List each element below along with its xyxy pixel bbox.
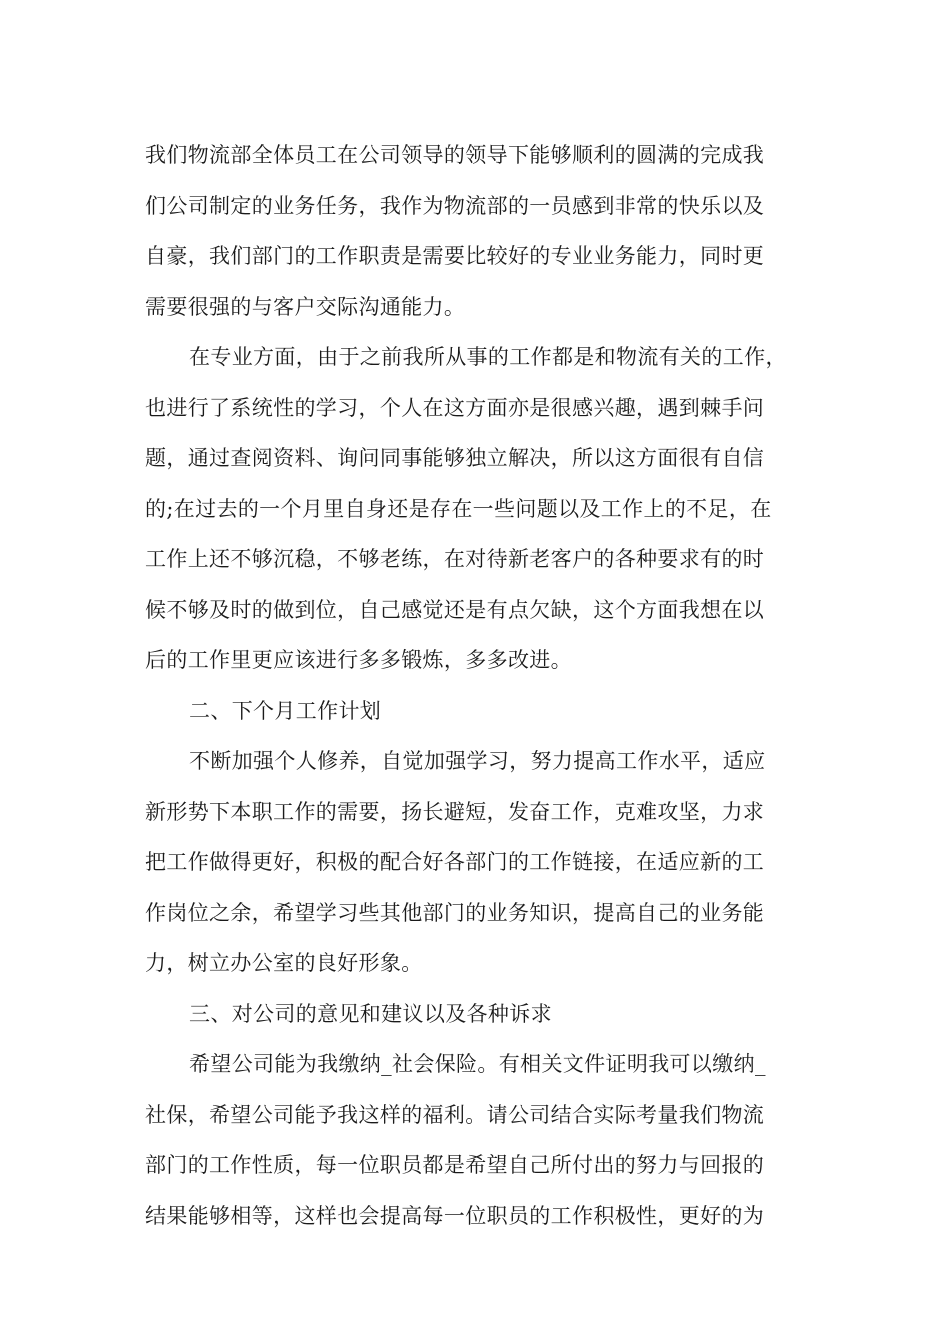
text-line: 新形势下本职工作的需要，扬长避短，发奋工作，克难攻坚，力求 xyxy=(145,799,765,824)
text-line: 题，通过查阅资料、询问同事能够独立解决，所以这方面很有自信 xyxy=(145,446,765,470)
section-heading-next-month-plan: 二、下个月工作计划 xyxy=(189,698,382,723)
text-line: 力，树立办公室的良好形象。 xyxy=(145,951,423,975)
text-line: 需要很强的与客户交际沟通能力。 xyxy=(145,294,466,319)
text-line: 候不够及时的做到位，自己感觉还是有点欠缺，这个方面我想在以 xyxy=(145,597,765,622)
paragraph-start-line: 不断加强个人修养，自觉加强学习，努力提高工作水平，适应 xyxy=(189,749,766,773)
text-line: 后的工作里更应该进行多多锻炼，多多改进。 xyxy=(145,648,572,672)
text-line: 们公司制定的业务任务，我作为物流部的一员感到非常的快乐以及 xyxy=(145,193,765,218)
text-line: 社保，希望公司能予我这样的福利。请公司结合实际考量我们物流 xyxy=(145,1102,765,1127)
text-line: 结果能够相等，这样也会提高每一位职员的工作积极性，更好的为 xyxy=(145,1203,765,1228)
text-line: 的;在过去的一个月里自身还是存在一些问题以及工作上的不足，在 xyxy=(145,496,772,521)
text-line: 把工作做得更好，积极的配合好各部门的工作链接，在适应新的工 xyxy=(145,850,765,874)
text-line: 也进行了系统性的学习，个人在这方面亦是很感兴趣，遇到棘手问 xyxy=(145,395,765,420)
document-body xyxy=(145,130,825,1241)
paragraph-start-line: 希望公司能为我缴纳_社会保险。有相关文件证明我可以缴纳_ xyxy=(189,1052,766,1076)
paragraph-start-line: 在专业方面，由于之前我所从事的工作都是和物流有关的工作， xyxy=(189,345,787,369)
text-line: 自豪，我们部门的工作职责是需要比较好的专业业务能力，同时更 xyxy=(145,244,765,268)
text-line: 我们物流部全体员工在公司领导的领导下能够顺利的圆满的完成我 xyxy=(145,143,765,167)
text-line: 工作上还不够沉稳，不够老练，在对待新老客户的各种要求有的时 xyxy=(145,547,765,571)
text-line: 作岗位之余，希望学习些其他部门的业务知识，提高自己的业务能 xyxy=(145,900,765,925)
section-heading-suggestions: 三、对公司的意见和建议以及各种诉求 xyxy=(189,1001,552,1026)
text-line: 部门的工作性质，每一位职员都是希望自己所付出的努力与回报的 xyxy=(145,1153,765,1177)
